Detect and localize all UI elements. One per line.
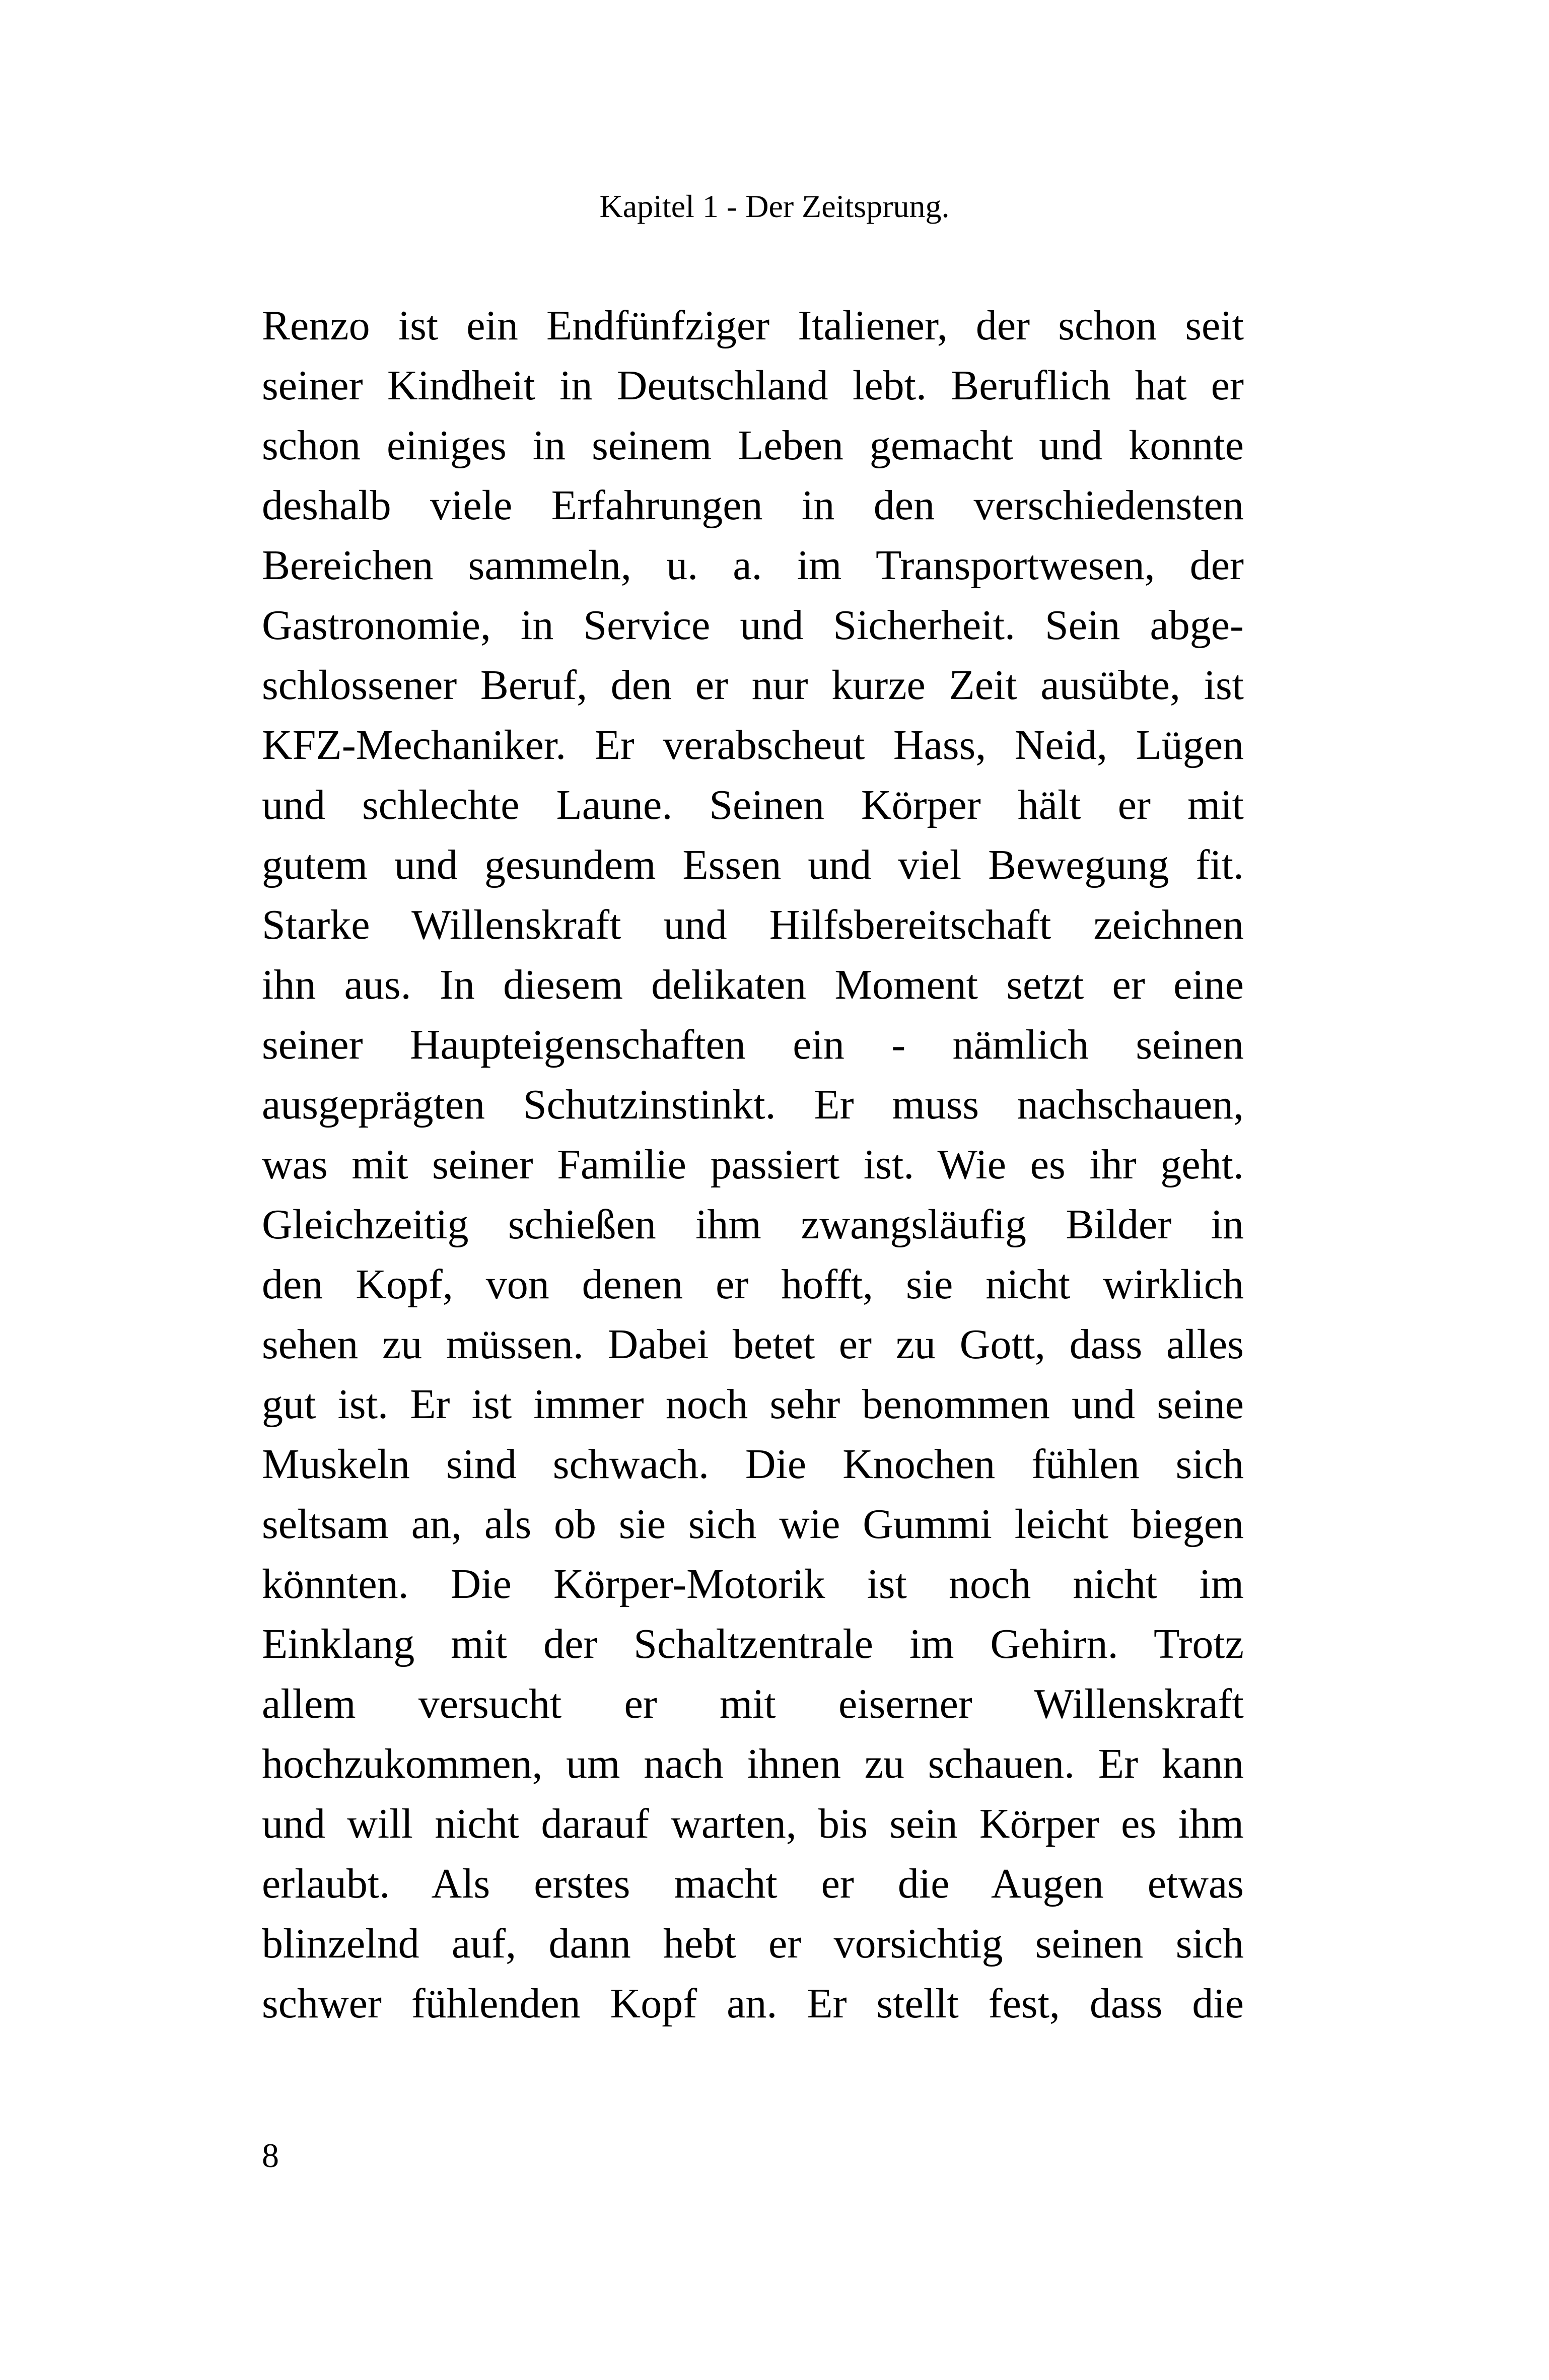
body-text: [262, 296, 1244, 2034]
text-line: ihn aus. In diesem delikaten Moment setzt er eine: [262, 961, 1244, 1008]
text-line: Bereichen sammeln, u. a. im Transportwesen, der: [262, 542, 1244, 589]
text-line: deshalb viele Erfahrungen in den verschiedensten: [262, 482, 1244, 529]
text-line: und will nicht darauf warten, bis sein Körper es ihm: [262, 1800, 1244, 1847]
text-line: Muskeln sind schwach. Die Knochen fühlen sich: [262, 1441, 1244, 1488]
text-line: Starke Willenskraft und Hilfsbereitschaft zeichnen: [262, 901, 1244, 948]
text-line: Renzo ist ein Endfünfziger Italiener, der schon seit: [262, 302, 1244, 349]
text-line: KFZ-Mechaniker. Er verabscheut Hass, Neid, Lügen: [262, 722, 1244, 768]
text-line: seltsam an, als ob sie sich wie Gummi leicht biegen: [262, 1501, 1244, 1548]
text-line: könnten. Die Körper-Motorik ist noch nicht im: [262, 1561, 1244, 1607]
text-line: ausgeprägten Schutzinstinkt. Er muss nachschauen,: [262, 1081, 1244, 1128]
text-line: und schlechte Laune. Seinen Körper hält er mit: [262, 782, 1244, 828]
text-line: Einklang mit der Schaltzentrale im Gehirn. Trotz: [262, 1621, 1244, 1667]
text-line: schon einiges in seinem Leben gemacht und konnte: [262, 422, 1244, 469]
text-line: sehen zu müssen. Dabei betet er zu Gott, dass alles: [262, 1321, 1244, 1368]
text-line: den Kopf, von denen er hofft, sie nicht wirklich: [262, 1261, 1244, 1308]
running-header: Kapitel 1 - Der Zeitsprung.: [599, 188, 950, 224]
text-line: seiner Haupteigenschaften ein - nämlich seinen: [262, 1021, 1244, 1068]
text-line: Gastronomie, in Service und Sicherheit. Sein abge-: [262, 602, 1244, 649]
text-line: gutem und gesundem Essen und viel Bewegung fit.: [262, 842, 1244, 888]
text-line: blinzelnd auf, dann hebt er vorsichtig seinen sich: [262, 1920, 1244, 1967]
text-line: Gleichzeitig schießen ihm zwangsläufig Bilder in: [262, 1201, 1244, 1248]
text-line: allem versucht er mit eiserner Willenskraft: [262, 1681, 1244, 1727]
text-line: schwer fühlenden Kopf an. Er stellt fest, dass die: [262, 1980, 1244, 2027]
page-number: 8: [262, 2136, 279, 2175]
text-line: erlaubt. Als erstes macht er die Augen etwas: [262, 1860, 1244, 1907]
text-line: gut ist. Er ist immer noch sehr benommen und seine: [262, 1381, 1244, 1428]
text-line: was mit seiner Familie passiert ist. Wie es ihr geht.: [262, 1141, 1244, 1188]
text-line: hochzukommen, um nach ihnen zu schauen. Er kann: [262, 1740, 1244, 1787]
text-line: seiner Kindheit in Deutschland lebt. Beruflich hat er: [262, 362, 1244, 409]
text-line: schlossener Beruf, den er nur kurze Zeit ausübte, ist: [262, 662, 1244, 709]
